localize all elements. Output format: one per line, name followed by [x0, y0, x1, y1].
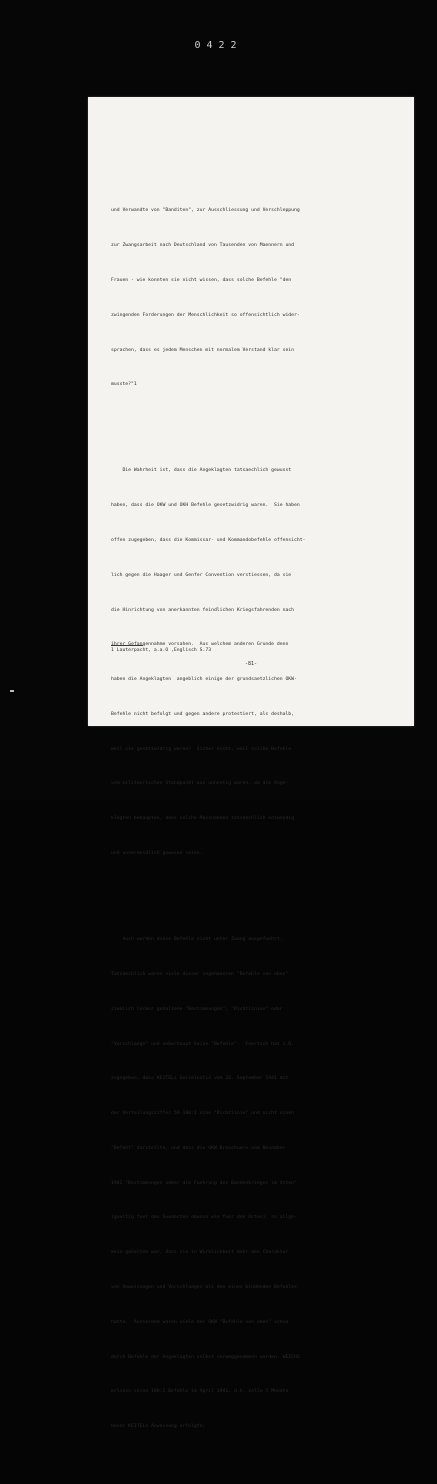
text-line: die Hinrichtung von anerkannten feindlichen Kriegsfahrenden nach	[111, 607, 295, 613]
page-number: -81-	[244, 661, 258, 667]
text-line: durch Befehle der Angeklagten selbst vorweggenommen worden. WEICHS	[111, 1354, 300, 1360]
text-line: weil sie gesetzwidrig waren? Sicher nicht, weil solche Befehle	[111, 746, 292, 752]
footnote-divider	[111, 645, 143, 646]
text-line: und unvermeidlich gewesen seien.	[111, 851, 203, 857]
text-line: Tatsaechlich waren viele dieser sogenannten "Befehle von oben"	[111, 971, 289, 977]
text-line: und Verwandte von "Banditen", zur Ausschliessung und Verschleppung	[111, 208, 300, 214]
text-line: "Befehl" darstellte, und dass die OKW Broschuere vom November	[111, 1145, 286, 1151]
paragraph	[111, 182, 411, 414]
text-line: vom militaerischen Standpunkt aus unnoetig waren, da die Ange-	[111, 781, 289, 787]
text-line: zugegeben, dass KEITELs Geiselnotiz vom 16. September 1941 mit	[111, 1076, 289, 1082]
text-line: 1942 "Bestimmungen ueber die Fuehrung des Bandenkrieges im Osten"	[111, 1180, 297, 1186]
text-line: Frauen - wie konnten sie nicht wissen, dass solche Befehle "den	[111, 277, 292, 283]
footnote: 1 Lauterpacht, a.a.O ,Englisch S.73	[111, 648, 212, 653]
text-line: klagten behaupten, dass solche Massnahmen tatsaechlich notwendig	[111, 816, 295, 822]
text-line: erliess seine 100:1 Befehle im April 1941, d.h. volle 5 Monate	[111, 1389, 289, 1395]
paragraph	[111, 911, 411, 1456]
text-line: ziemlich locker gehaltene "Bestimmungen", "Richtlinien" oder	[111, 1006, 283, 1012]
film-edge-mark	[10, 690, 14, 692]
text-line: zwingenden Forderungen der Menschlichkeit so offensichtlich wider-	[111, 312, 300, 318]
text-line: musste?"1	[111, 382, 137, 388]
text-line: ihrer Gefangennahme vorsahen. Aus welchem anderen Grunde denn	[111, 642, 289, 648]
text-line: bevor KEITELs Anweisung erfolgte;	[111, 1424, 206, 1430]
body-text	[111, 159, 411, 1484]
text-line: Die Wahrheit ist, dass die Angeklagten tatsaechlich gewusst	[111, 468, 292, 474]
document-page	[88, 97, 414, 1430]
text-line: haben, dass die OKW und OKH Befehle gesetzwidrig waren. Sie haben	[111, 503, 300, 509]
text-line: (gueltig fuer den Suedosten ebenso wie fuer den Osten), so allge-	[111, 1215, 297, 1221]
text-line: zur Zwangsarbeit nach Deutschland von Tausenden von Maennern und	[111, 243, 295, 249]
text-line: haben die Angeklagten angeblich einige der grundsaetzlichen OKW-	[111, 677, 297, 683]
text-line: sprachen, dass es jedem Menschen mit normalem Verstand klar sein	[111, 347, 295, 353]
text-line: mein gehalten war, dass sie in Wirklichkeit mehr den Charakter	[111, 1250, 289, 1256]
text-line: lich gegen die Haager und Genfer Convention verstiessen, da sie	[111, 572, 292, 578]
film-frame-number: 0422	[194, 40, 243, 51]
text-line: hatte. Ausserdem waren viele der OKW "Befehle von oben" schon	[111, 1319, 289, 1325]
text-line: der Verteilungsziffer 50-100:1 eine "Richtlinie" und nicht einen	[111, 1111, 295, 1117]
text-line: offen zugegeben, dass die Kommissar- und Kommandobefehle offensicht-	[111, 538, 306, 543]
text-line: von Anweisungen und Vorschlaegen als den eines bindenden Befehles	[111, 1285, 297, 1290]
text-line: Auch wurden diese Befehle nicht unter Zwang ausgefuehrt.	[111, 937, 283, 943]
text-line: "Vorschlaege" und ueberhaupt keine "Befehle". Foertsch hat z.B.	[111, 1041, 295, 1047]
text-line: Befehle nicht befolgt und gegen andere protestiert, als deshalb,	[111, 711, 295, 717]
